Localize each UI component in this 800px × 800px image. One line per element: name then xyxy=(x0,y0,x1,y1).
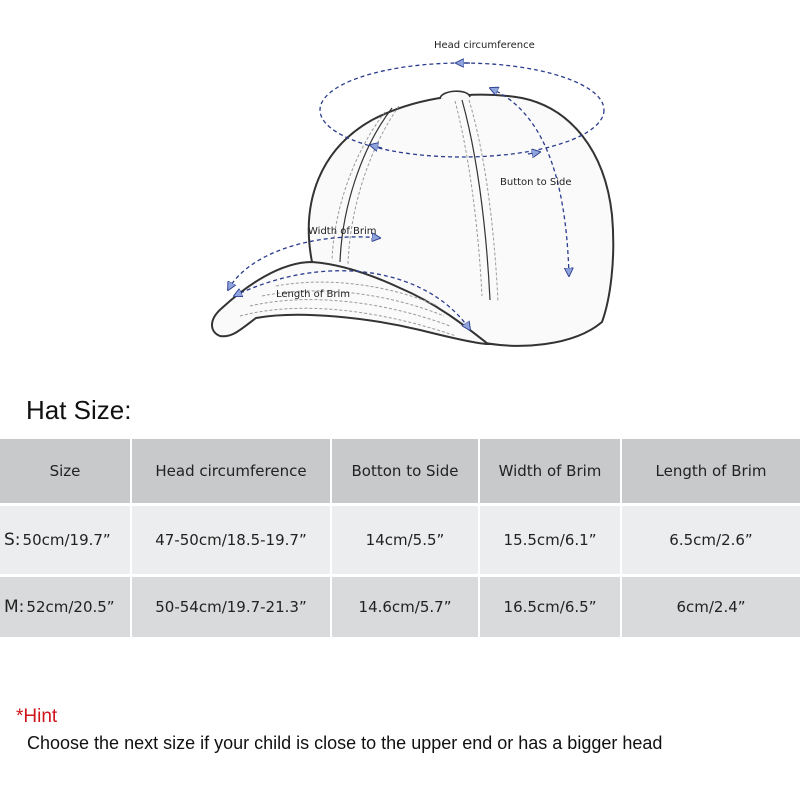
size-letter: S: xyxy=(4,530,21,550)
width-cell: 16.5cm/6.5” xyxy=(479,576,621,638)
head-cell: 47-50cm/18.5-19.7” xyxy=(131,505,331,576)
hat-size-heading: Hat Size: xyxy=(26,395,132,425)
table-row xyxy=(0,505,800,576)
size-cell xyxy=(0,576,131,638)
label-width-of-brim: Width of Brim xyxy=(308,226,377,237)
width-cell: 15.5cm/6.1” xyxy=(479,505,621,576)
header-size: Size xyxy=(0,439,131,505)
hat-diagram xyxy=(0,0,800,390)
hint-title: *Hint xyxy=(16,706,58,727)
header-botton-to-side: Botton to Side xyxy=(331,439,479,505)
head-cell: 50-54cm/19.7-21.3” xyxy=(131,576,331,638)
botton-cell: 14cm/5.5” xyxy=(331,505,479,576)
table-header-row xyxy=(0,439,800,505)
table-row xyxy=(0,576,800,638)
size-value: 50cm/19.7” xyxy=(22,531,111,549)
botton-cell: 14.6cm/5.7” xyxy=(331,576,479,638)
size-letter: M: xyxy=(4,597,25,617)
header-length-of-brim: Length of Brim xyxy=(621,439,800,505)
hint-text: Choose the next size if your child is close to the upper end or has a bigger head xyxy=(27,733,663,753)
label-button-to-side: Button to Side xyxy=(500,177,572,188)
header-head-circumference: Head circumference xyxy=(131,439,331,505)
label-head-circumference: Head circumference xyxy=(434,40,535,51)
length-cell: 6.5cm/2.6” xyxy=(621,505,800,576)
size-cell xyxy=(0,505,131,576)
header-width-of-brim: Width of Brim xyxy=(479,439,621,505)
size-table xyxy=(0,439,800,637)
size-value: 52cm/20.5” xyxy=(26,598,115,616)
label-length-of-brim: Length of Brim xyxy=(276,289,350,300)
length-cell: 6cm/2.4” xyxy=(621,576,800,638)
